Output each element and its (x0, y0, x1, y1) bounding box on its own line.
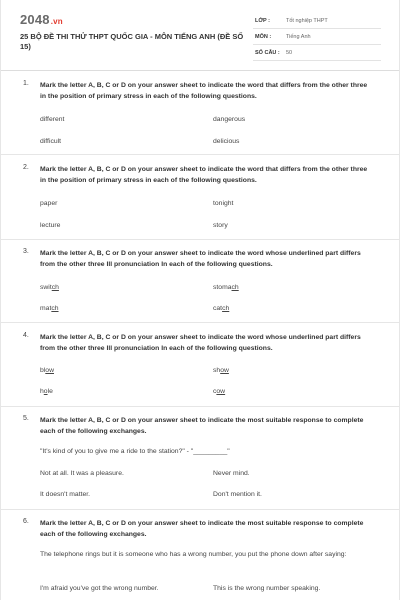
meta-row-class (253, 14, 381, 29)
option-text: sh (213, 367, 221, 374)
option-b[interactable] (213, 200, 233, 207)
underlined-part: ch (51, 305, 59, 312)
option-d[interactable] (213, 491, 262, 498)
question-prompt: The telephone rings but it is someone who has a wrong number, you put the phone down after saying: (40, 551, 347, 558)
meta-value: Tiếng Anh (286, 34, 311, 40)
option-text: dangerous (213, 116, 246, 123)
option-a[interactable] (40, 470, 124, 477)
underlined-part: ow (45, 367, 54, 374)
question-divider (1, 322, 399, 323)
option-c[interactable] (40, 491, 90, 498)
option-text: swit (40, 284, 52, 291)
question-instruction: Mark the letter A, B, C or D on your answer sheet to indicate the most suitable response to complete each of the following exchanges. (40, 520, 364, 538)
question-prompt: "It's kind of you to give me a ride to the station?" - "_________" (40, 448, 230, 455)
option-b[interactable] (213, 116, 245, 123)
logo-main-text: 2048 (20, 12, 50, 27)
question-divider (1, 239, 399, 240)
option-text: bl (40, 367, 46, 374)
option-text: This is the wrong number speaking. (213, 585, 321, 592)
underlined-part: ow (216, 388, 226, 395)
option-d[interactable] (213, 222, 228, 229)
option-text: Never mind. (213, 470, 250, 477)
option-text: Not at all. It was a pleasure. (40, 470, 124, 477)
option-text: It doesn't matter. (40, 491, 91, 498)
option-text: difficult (40, 138, 62, 145)
option-b[interactable] (213, 585, 320, 592)
underlined-part: ch (51, 284, 59, 291)
option-text-rest: le (47, 388, 53, 395)
option-a[interactable] (40, 367, 54, 374)
underlined-part: o (43, 388, 48, 395)
document-header (1, 0, 399, 71)
question-number: 6. (23, 518, 29, 525)
option-text: I'm afraid you've got the wrong number. (40, 585, 159, 592)
question-number: 4. (23, 332, 29, 339)
option-text: lecture (40, 222, 61, 229)
question-instruction: Mark the letter A, B, C or D on your answer sheet to indicate the word that differs from the other three in the position of primary stress in each of the following questions. (40, 166, 368, 184)
question-divider (1, 154, 399, 155)
option-c[interactable] (40, 222, 60, 229)
meta-row-question-count (253, 46, 381, 61)
question-number: 2. (23, 164, 29, 171)
option-text: paper (40, 200, 58, 207)
question-instruction: Mark the letter A, B, C or D on your answer sheet to indicate the word whose underlined part differs from the other three Ill pronunciation In each of the following questions. (40, 334, 361, 352)
option-b[interactable] (213, 367, 229, 374)
question-instruction: Mark the letter A, B, C or D on your answer sheet to indicate the most suitable response to complete each of the following exchanges. (40, 417, 364, 435)
meta-value: Tốt nghiệp THPT (286, 18, 328, 24)
meta-row-subject (253, 30, 381, 45)
option-text: h (40, 388, 44, 395)
question-divider (1, 406, 399, 407)
question-divider (1, 509, 399, 510)
option-c[interactable] (40, 388, 53, 395)
option-b[interactable] (213, 284, 239, 291)
question-number: 3. (23, 248, 29, 255)
option-c[interactable] (40, 138, 61, 145)
option-b[interactable] (213, 470, 250, 477)
site-logo[interactable] (20, 12, 63, 27)
underlined-part: ch (231, 284, 239, 291)
meta-value: 50 (286, 50, 293, 56)
question-instruction: Mark the letter A, B, C or D on your answer sheet to indicate the word whose underlined part differs from the other three Ill pronunciation In each of the following questions. (40, 250, 361, 268)
option-text: c (213, 388, 217, 395)
option-text: stoma (213, 284, 232, 291)
option-c[interactable] (40, 305, 59, 312)
option-d[interactable] (213, 388, 225, 395)
option-text: Don't mention it. (213, 491, 262, 498)
option-d[interactable] (213, 305, 229, 312)
logo-suffix-text: .vn (50, 17, 63, 26)
option-d[interactable] (213, 138, 239, 145)
meta-label: SỐ CÂU : (255, 50, 280, 56)
document-title: 25 BỘ ĐỀ THI THỬ THPT QUỐC GIA - MÔN TIẾNG ANH (ĐỀ SỐ 15) (20, 32, 244, 51)
option-a[interactable] (40, 200, 57, 207)
question-instruction: Mark the letter A, B, C or D on your answer sheet to indicate the word that differs from the other three in the position of primary stress in each of the following questions. (40, 82, 368, 100)
option-a[interactable] (40, 284, 59, 291)
option-text: mat (40, 305, 52, 312)
option-text: different (40, 116, 65, 123)
meta-label: MÔN : (255, 34, 272, 40)
underlined-part: ch (222, 305, 230, 312)
option-text: delicious (213, 138, 240, 145)
underlined-part: ow (220, 367, 229, 374)
option-text: story (213, 222, 228, 229)
question-number: 1. (23, 80, 29, 87)
option-a[interactable] (40, 585, 159, 592)
question-number: 5. (23, 415, 29, 422)
option-text: tonight (213, 200, 234, 207)
option-a[interactable] (40, 116, 64, 123)
option-text: cat (213, 305, 223, 312)
meta-label: LỚP : (255, 18, 270, 24)
